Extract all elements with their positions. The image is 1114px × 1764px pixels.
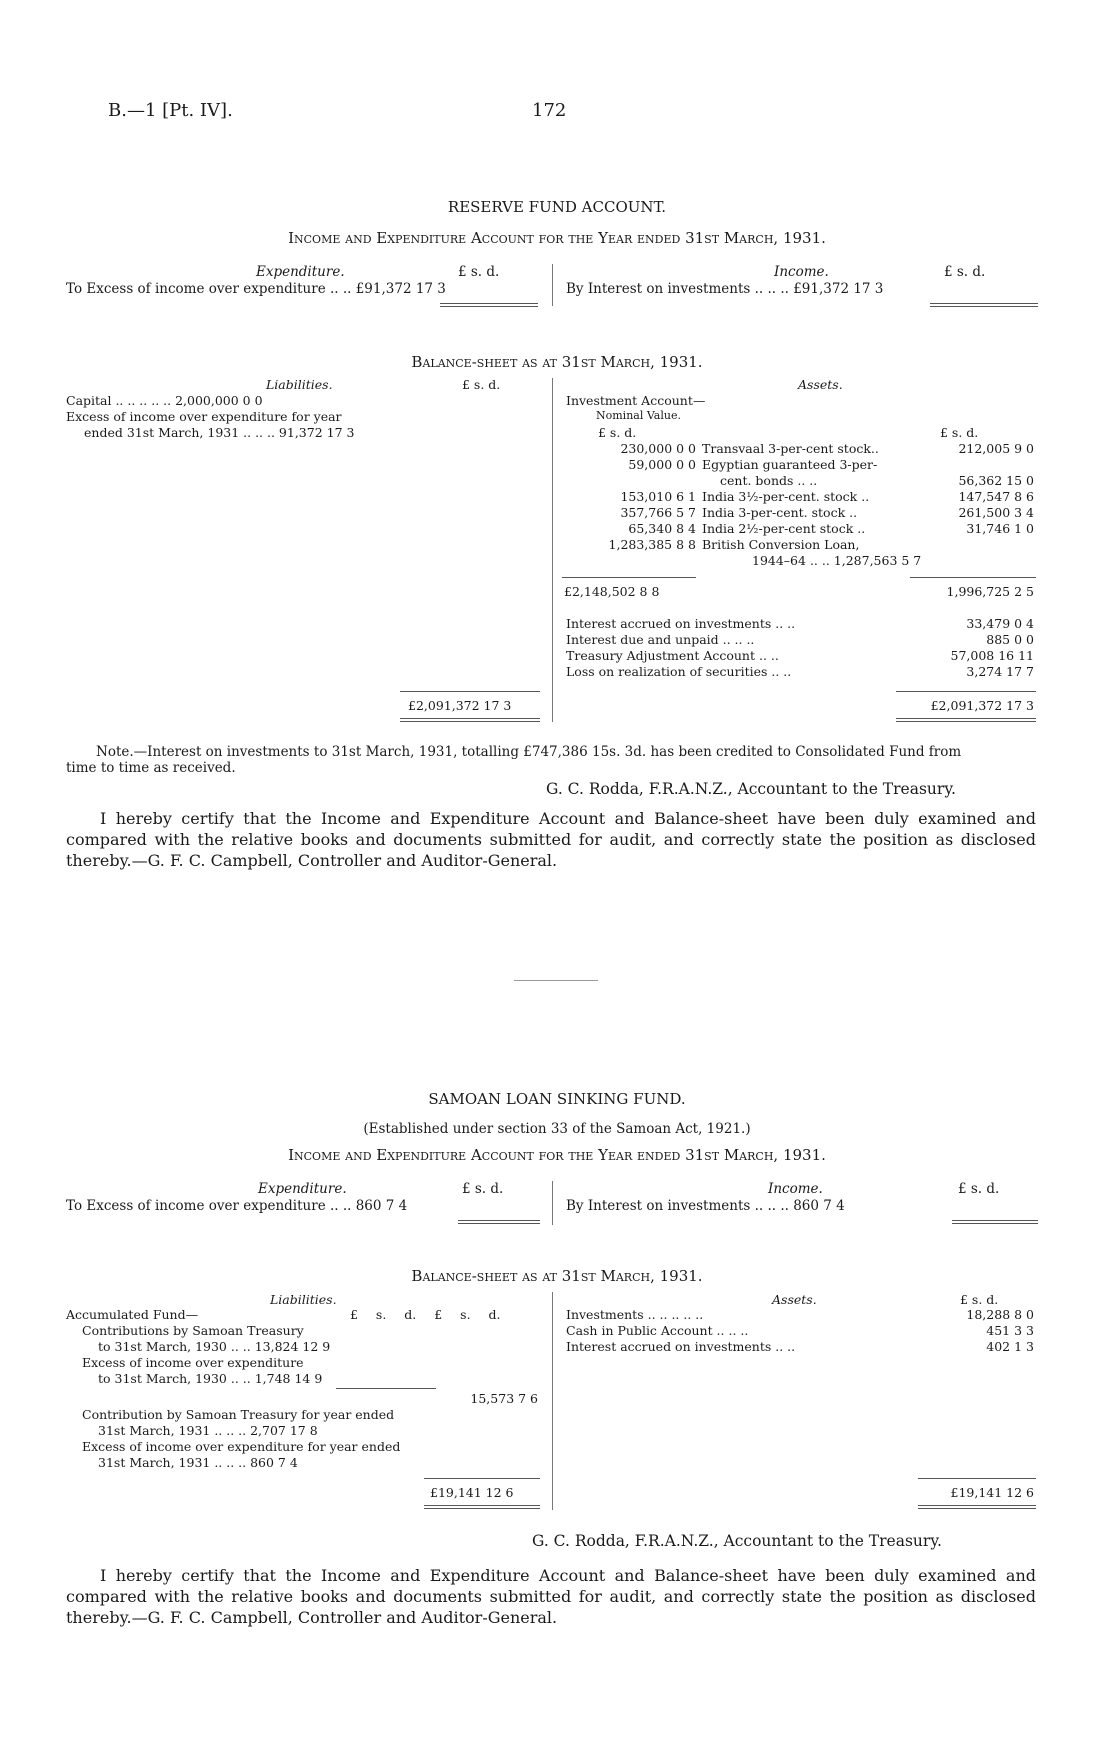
samoan-income-head: Income. [768, 1181, 823, 1197]
page-number: 172 [532, 100, 567, 121]
reserve-exp-currency-head: £ s. d. [458, 264, 500, 280]
samoan-subtitle: (Established under section 33 of the Samoan Act, 1921.) [363, 1121, 751, 1137]
samoan-liabilities-head: Liabilities. [270, 1292, 337, 1307]
samoan-excess-year-line2: 31st March, 1931 .. .. .. 860 7 4 [98, 1455, 298, 1470]
reserve-excess-line2: ended 31st March, 1931 .. .. .. 91,372 17 3 [84, 425, 355, 440]
reserve-other-asset-label: Loss on realization of securities .. .. [566, 664, 792, 679]
reserve-other-asset-value: 57,008 16 11 [950, 648, 1034, 663]
samoan-contrib-year-line1: Contribution by Samoan Treasury for year ended [82, 1407, 395, 1422]
reserve-exp-line: To Excess of income over expenditure .. .. £91,372 17 3 [66, 281, 446, 297]
samoan-liab-columns: £ s. d. £ s. d. [350, 1307, 501, 1322]
reserve-income-head: Income. [774, 264, 829, 280]
samoan-subtotal: 15,573 7 6 [470, 1391, 538, 1406]
samoan-inc-line: By Interest on investments .. .. .. 860 7 4 [566, 1198, 845, 1214]
holding-description: cent. bonds .. .. [720, 473, 818, 488]
reserve-other-asset-label: Interest due and unpaid .. .. .. [566, 632, 755, 647]
samoan-exp-line: To Excess of income over expenditure .. .. 860 7 4 [66, 1198, 408, 1214]
holding-value: 56,362 15 0 [958, 473, 1034, 488]
samoan-expenditure-head: Expenditure. [258, 1181, 347, 1197]
samoan-asset-value: 18,288 8 0 [966, 1307, 1034, 1322]
samoan-ie-title: Income and Expenditure Account for the Year ended 31st March, 1931. [288, 1146, 826, 1164]
samoan-assets-head: Assets. [772, 1292, 817, 1307]
samoan-assets-columns: £ s. d. [960, 1292, 999, 1307]
samoan-title: SAMOAN LOAN SINKING FUND. [428, 1090, 686, 1108]
reserve-other-asset-value: 33,479 0 4 [966, 616, 1034, 631]
reserve-assets-total: £2,091,372 17 3 [930, 698, 1034, 713]
reserve-other-asset-value: 3,274 17 7 [966, 664, 1034, 679]
samoan-asset-value: 402 1 3 [986, 1339, 1034, 1354]
holding-value: 147,547 8 6 [958, 489, 1034, 504]
holding-description: India 2½-per-cent stock .. [702, 521, 866, 536]
reserve-book-columns: £ s. d. [940, 425, 979, 440]
reserve-other-asset-label: Interest accrued on investments .. .. [566, 616, 796, 631]
holding-value: 261,500 3 4 [958, 505, 1034, 520]
reserve-assets-head: Assets. [798, 377, 843, 392]
holding-nominal: 357,766 5 7 [620, 505, 696, 520]
reserve-investment-account: Investment Account— [566, 393, 706, 408]
reserve-liabilities-head: Liabilities. [266, 377, 333, 392]
reserve-liabilities-total: £2,091,372 17 3 [408, 698, 512, 713]
samoan-exp-currency-head: £ s. d. [462, 1181, 504, 1197]
samoan-excess-line1: Excess of income over expenditure [82, 1355, 304, 1370]
holding-description: Transvaal 3-per-cent stock.. [702, 441, 879, 456]
reserve-signature: G. C. Rodda, F.R.A.N.Z., Accountant to the Treasury. [546, 780, 956, 798]
samoan-liabilities-total: £19,141 12 6 [430, 1485, 514, 1500]
reserve-title: RESERVE FUND ACCOUNT. [447, 198, 667, 216]
samoan-bs-title: Balance-sheet as at 31st March, 1931. [411, 1267, 703, 1285]
samoan-asset-label: Investments .. .. .. .. .. [566, 1307, 704, 1322]
holding-nominal: 230,000 0 0 [620, 441, 696, 456]
holding-description: Egyptian guaranteed 3-per- [702, 457, 878, 472]
samoan-asset-value: 451 3 3 [986, 1323, 1034, 1338]
holding-description: India 3½-per-cent. stock .. [702, 489, 870, 504]
reserve-note-line1: Note.—Interest on investments to 31st March, 1931, totalling £747,386 15s. 3d. has been credited to Consolidated Fund from [96, 744, 962, 760]
reserve-ie-title: Income and Expenditure Account for the Year ended 31st March, 1931. [288, 229, 826, 247]
samoan-asset-label: Interest accrued on investments .. .. [566, 1339, 796, 1354]
reserve-nominal-columns: £ s. d. [598, 425, 637, 440]
reserve-book-total: 1,996,725 2 5 [946, 584, 1034, 599]
reserve-nominal-value-head: Nominal Value. [596, 409, 681, 422]
reserve-inc-line: By Interest on investments .. .. .. £91,372 17 3 [566, 281, 884, 297]
samoan-contrib-line2: to 31st March, 1930 .. .. 13,824 12 9 [98, 1339, 331, 1354]
holding-value: 212,005 9 0 [958, 441, 1034, 456]
holding-nominal: 59,000 0 0 [628, 457, 696, 472]
reserve-liab-currency-head: £ s. d. [462, 377, 501, 392]
holding-description: India 3-per-cent. stock .. [702, 505, 858, 520]
reserve-bs-title: Balance-sheet as at 31st March, 1931. [411, 353, 703, 371]
reserve-certificate: I hereby certify that the Income and Expenditure Account and Balance-sheet have been duly examined and compared with the relative books and documents submitted for audit, and correctly state the position as disclosed thereby.—G. F. C. Campbell, Controller and Auditor-General. [66, 809, 1036, 870]
samoan-accumulated-fund: Accumulated Fund— [66, 1307, 199, 1322]
samoan-certificate: I hereby certify that the Income and Expenditure Account and Balance-sheet have been duly examined and compared with the relative books and documents submitted for audit, and correctly state the position as disclosed thereby.—G. F. C. Campbell, Controller and Auditor-General. [66, 1566, 1036, 1627]
samoan-asset-label: Cash in Public Account .. .. .. [566, 1323, 749, 1338]
holding-description: 1944–64 .. .. 1,287,563 5 7 [752, 553, 922, 568]
reserve-expenditure-head: Expenditure. [256, 264, 345, 280]
samoan-excess-line2: to 31st March, 1930 .. .. 1,748 14 9 [98, 1371, 323, 1386]
holding-value: 31,746 1 0 [966, 521, 1034, 536]
reserve-nominal-total: £2,148,502 8 8 [564, 584, 660, 599]
holding-nominal: 153,010 6 1 [620, 489, 696, 504]
reserve-inc-currency-head: £ s. d. [944, 264, 986, 280]
samoan-contrib-line1: Contributions by Samoan Treasury [82, 1323, 304, 1338]
reserve-capital: Capital .. .. .. .. .. 2,000,000 0 0 [66, 393, 263, 408]
samoan-excess-year-line1: Excess of income over expenditure for year ended [82, 1439, 401, 1454]
page-reference: B.—1 [Pt. IV]. [108, 100, 233, 121]
reserve-other-asset-label: Treasury Adjustment Account .. .. [566, 648, 779, 663]
samoan-signature: G. C. Rodda, F.R.A.N.Z., Accountant to the Treasury. [532, 1532, 942, 1550]
samoan-assets-total: £19,141 12 6 [950, 1485, 1034, 1500]
samoan-contrib-year-line2: 31st March, 1931 .. .. .. 2,707 17 8 [98, 1423, 318, 1438]
holding-nominal: 65,340 8 4 [628, 521, 696, 536]
samoan-inc-currency-head: £ s. d. [958, 1181, 1000, 1197]
reserve-other-asset-value: 885 0 0 [986, 632, 1034, 647]
holding-description: British Conversion Loan, [702, 537, 860, 552]
reserve-excess-line1: Excess of income over expenditure for year [66, 409, 342, 424]
holding-nominal: 1,283,385 8 8 [608, 537, 696, 552]
reserve-note-line2: time to time as received. [66, 760, 236, 776]
